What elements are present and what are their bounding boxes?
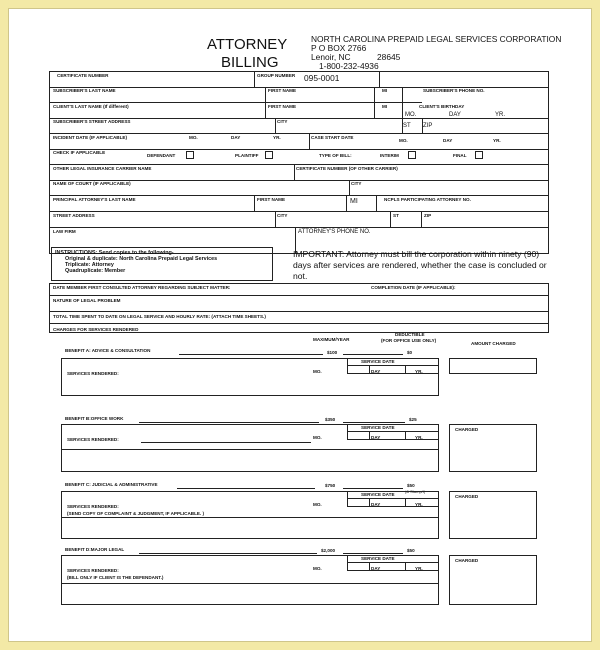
- incident-date-label: INCIDENT DATE (IF APPLICABLE): [53, 135, 128, 140]
- benefit-b-yr-label: YR.: [415, 435, 423, 440]
- ncpls-attorney-no-label: NCPLS PARTICIPATING ATTORNEY NO.: [384, 197, 471, 202]
- benefit-b-charged-label: CHARGED: [455, 427, 479, 432]
- subscriber-last-name-label: SUBSCRIBER'S LAST NAME: [53, 88, 116, 93]
- billing-form-page: [8, 8, 592, 642]
- client-first-name-label: FIRST NAME: [268, 104, 297, 109]
- case-yr-label: YR.: [493, 138, 501, 143]
- attorney-city-label: CITY: [277, 213, 288, 218]
- clients-birthday-label: CLIENT'S BIRTHDAY: [419, 104, 465, 109]
- case-start-label: CASE START DATE: [311, 135, 354, 140]
- birthday-day-label: DAY: [449, 112, 461, 118]
- other-insurance-label: OTHER LEGAL INSURANCE CARRIER NAME: [53, 166, 152, 171]
- attorney-phone-label: ATTORNEY'S PHONE NO.: [298, 229, 371, 235]
- incident-yr-label: YR.: [273, 135, 281, 140]
- subscriber-zip-label: ZIP: [423, 123, 433, 129]
- court-city-label: CITY: [351, 181, 362, 186]
- corp-phone: 1-800-232-4936: [319, 61, 379, 71]
- interim-checkbox[interactable]: [408, 151, 416, 159]
- form-title-line1: ATTORNEY: [207, 36, 288, 53]
- final-checkbox[interactable]: [475, 151, 483, 159]
- defendant-label: DEFENDANT: [147, 153, 176, 158]
- subscriber-city-label: CITY: [277, 119, 288, 124]
- benefit-b-label: BENEFIT B:OFFICE WORK: [65, 416, 124, 421]
- principal-attorney-label: PRINCIPAL ATTORNEY'S LAST NAME: [53, 197, 136, 202]
- attorney-street-label: STREET ADDRESS: [53, 213, 95, 218]
- mi-label: MI: [382, 88, 388, 93]
- benefit-b-mo-label: MO.: [313, 435, 322, 440]
- benefit-b-max: $350: [325, 417, 336, 422]
- deductible-header: DEDUCTIBLE: [395, 332, 425, 337]
- benefit-a-deductible: $0: [407, 350, 413, 355]
- benefit-c-deductible-note: (& Stamp/I): [405, 489, 426, 494]
- law-firm-label: LAW FIRM: [53, 229, 76, 234]
- benefit-a-label: BENEFIT A: ADVICE & CONSULTATION: [65, 348, 151, 353]
- benefit-d-max: $2,000: [321, 548, 336, 553]
- date-member-consulted-label: DATE MEMBER FIRST CONSULTED ATTORNEY REGARDING SUBJECT MATTER:: [53, 285, 231, 290]
- instructions-line2: Original & duplicate: North Carolina Prepaid Legal Services: [65, 256, 218, 262]
- subscriber-st-label: ST: [403, 123, 411, 129]
- group-number-label: GROUP NUMBER: [257, 73, 296, 78]
- benefit-d-note: (BILL ONLY IF CLIENT IS THE DEFENDANT.): [67, 575, 164, 580]
- benefit-d-service-date-label: SERVICE DATE: [361, 556, 395, 561]
- type-of-bill-label: TYPE OF BILL:: [319, 153, 352, 158]
- benefit-d-charged-label: CHARGED: [455, 558, 479, 563]
- plaintiff-checkbox[interactable]: [265, 151, 273, 159]
- group-number-value: 095-0001: [304, 73, 340, 83]
- birthday-yr-label: YR.: [495, 112, 506, 118]
- subscriber-phone-label: SUBSCRIBER'S PHONE NO.: [423, 88, 485, 93]
- benefit-a-day-label: DAY: [371, 369, 381, 374]
- benefit-c-yr-label: YR.: [415, 502, 423, 507]
- benefit-c-mo-label: MO.: [313, 502, 322, 507]
- benefit-d-services-rendered-label: SERVICES RENDERED:: [67, 568, 119, 573]
- subscriber-street-label: SUBSCRIBER'S STREET ADDRESS: [53, 119, 131, 124]
- benefit-d-label: BENEFIT D:MAJOR LEGAL: [65, 547, 125, 552]
- benefit-a-yr-label: YR.: [415, 369, 423, 374]
- benefit-b-service-date-label: SERVICE DATE: [361, 425, 395, 430]
- attorney-mi-label: MI: [350, 198, 358, 205]
- benefit-c-services-rendered-label: SERVICES RENDERED:: [67, 504, 119, 509]
- form-title-line2: BILLING: [221, 54, 279, 71]
- attorney-zip-label: ZIP: [424, 213, 432, 218]
- benefit-a-service-date-label: SERVICE DATE: [361, 359, 395, 364]
- benefit-d-yr-label: YR.: [415, 566, 423, 571]
- client-mi-label: MI: [382, 104, 388, 109]
- certificate-number-label: CERTIFICATE NUMBER: [57, 73, 109, 78]
- important-notice: IMPORTANT: Attorney must bill the corporation within ninety (90) days after services are rendered, whether the case is concluded or not.: [293, 249, 547, 281]
- benefit-c-deductible: $50: [407, 483, 415, 488]
- total-time-label: TOTAL TIME SPENT TO DATE ON LEGAL SERVICE AND HOURLY RATE: (ATTACH TIME SHEETS.): [53, 314, 266, 319]
- case-day-label: DAY: [443, 138, 453, 143]
- corp-city: Lenoir, NC: [311, 52, 351, 62]
- instructions-line3: Triplicate: Attorney: [65, 262, 114, 268]
- instructions-line4: Quadruplicate: Member: [65, 268, 126, 274]
- attorney-st-label: ST: [393, 213, 399, 218]
- corp-name: NORTH CAROLINA PREPAID LEGAL SERVICES CORPORATION: [311, 34, 562, 44]
- case-mo-label: MO.: [399, 138, 408, 143]
- benefit-b-day-label: DAY: [371, 435, 381, 440]
- for-office-use-header: (FOR OFFICE USE ONLY): [381, 338, 437, 343]
- benefit-c-service-date-label: SERVICE DATE: [361, 492, 395, 497]
- benefit-a-services-rendered-label: SERVICES RENDERED:: [67, 371, 119, 376]
- benefit-c-day-label: DAY: [371, 502, 381, 507]
- incident-day-label: DAY: [231, 135, 241, 140]
- benefit-b-services-rendered-label: SERVICES RENDERED:: [67, 437, 119, 442]
- court-name-label: NAME OF COURT (IF APPLICABLE): [53, 181, 131, 186]
- nature-of-problem-label: NATURE OF LEGAL PROBLEM: [53, 298, 121, 303]
- benefit-c-max: $750: [325, 483, 336, 488]
- benefit-b-deductible: $25: [409, 417, 417, 422]
- charges-label: CHARGES FOR SERVICES RENDERED: [53, 327, 139, 332]
- benefit-a-mo-label: MO.: [313, 369, 322, 374]
- birthday-mo-label: MO.: [405, 112, 417, 118]
- final-label: FINAL: [453, 153, 467, 158]
- max-per-year-header: MAXIMUM/YEAR: [313, 337, 350, 342]
- subscriber-last-name-field[interactable]: [53, 94, 261, 101]
- incident-mo-label: MO.: [189, 135, 198, 140]
- corp-zip: 28645: [377, 52, 401, 62]
- benefit-c-note: (SEND COPY OF COMPLAINT & JUDGMENT, IF APPLICABLE. ): [67, 511, 205, 516]
- defendant-checkbox[interactable]: [186, 151, 194, 159]
- check-if-applicable-label: CHECK IF APPLICABLE: [53, 150, 106, 155]
- attorney-first-name-label: FIRST NAME: [257, 197, 286, 202]
- benefit-a-amount-box[interactable]: [449, 358, 537, 374]
- benefit-c-label: BENEFIT C: JUDICIAL & ADMINISTRATIVE: [65, 482, 158, 487]
- benefit-c-charged-label: CHARGED: [455, 494, 479, 499]
- benefit-d-mo-label: MO.: [313, 566, 322, 571]
- cert-other-carrier-label: CERTIFICATE NUMBER (OF OTHER CARRIER): [296, 166, 398, 171]
- client-last-name-label: CLIENT'S LAST NAME (If different): [53, 104, 129, 109]
- benefit-a-max: $100: [327, 350, 338, 355]
- interim-label: INTERIM: [380, 153, 399, 158]
- completion-date-label: COMPLETION DATE (IF APPLICABLE):: [371, 285, 456, 290]
- benefit-d-deductible: $50: [407, 548, 415, 553]
- first-name-label: FIRST NAME: [268, 88, 297, 93]
- instructions-line1: INSTRUCTIONS: Send copies to the following-: [55, 250, 174, 256]
- benefit-d-day-label: DAY: [371, 566, 381, 571]
- amount-header: AMOUNT CHARGED: [471, 341, 516, 346]
- certificate-number-field[interactable]: [61, 80, 251, 86]
- plaintiff-label: PLAINTIFF: [235, 153, 259, 158]
- corp-po-box: P O BOX 2766: [311, 43, 367, 53]
